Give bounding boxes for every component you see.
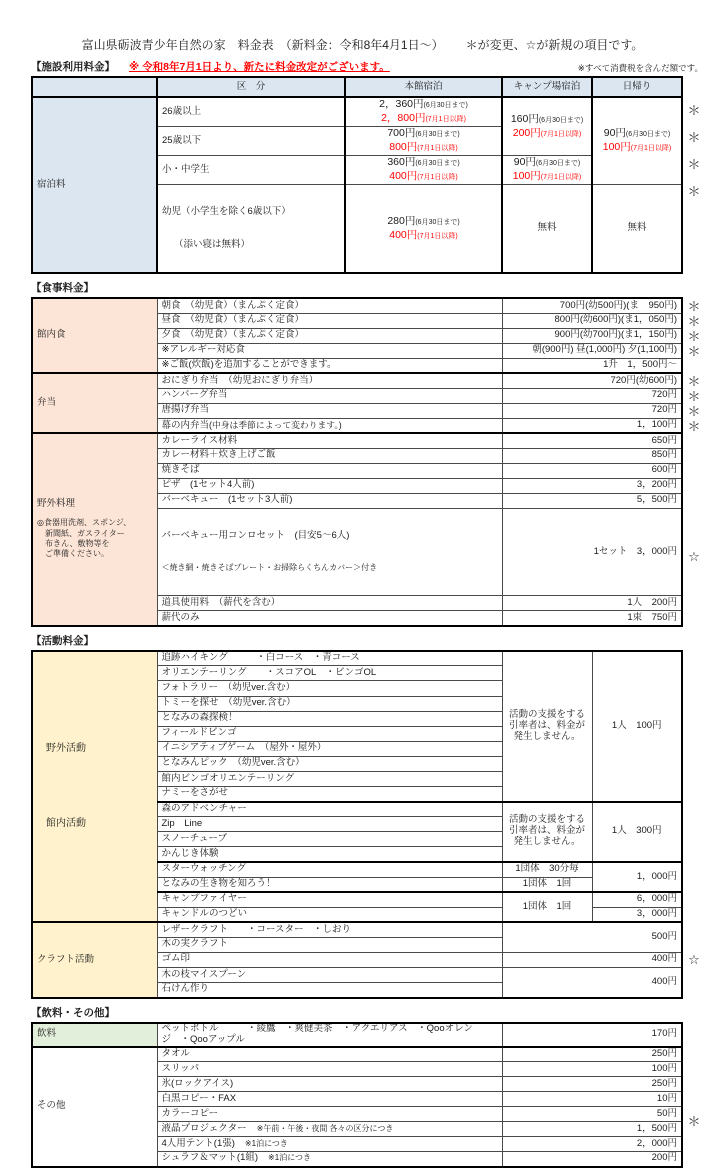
item-cell: 追跡ハイキング ・白コース ・青コース [157, 651, 502, 666]
item-cell: キャンプファイヤー [157, 892, 502, 907]
item-cell: フォトラリー （幼児ver.含む） [157, 681, 502, 696]
activities-heading: 【活動料金】 [31, 634, 94, 647]
price-cell: 1升 1，500円～ [502, 358, 682, 373]
item-cell: 森のアドベンチャー [157, 802, 502, 817]
activities-table-row [31, 650, 725, 999]
changed-mark: ＊ [687, 299, 701, 315]
price-cell: 720円(幼600円) [502, 373, 682, 388]
others-section-heading [31, 1005, 703, 1020]
table-row [32, 433, 682, 448]
item-cell: 薪代のみ [157, 611, 502, 626]
meals-table-row [31, 297, 725, 626]
price-after-period: (7月1日以降) [417, 174, 458, 181]
item-cell: スターウォッチング [157, 862, 502, 877]
meals-heading: 【食事料金】 [31, 282, 94, 295]
item-text: 4人用テント(1張) [161, 1137, 235, 1149]
category-cell-yagai [32, 433, 157, 625]
facility-revision-notice: ※ 令和8年7月1日より、新たに料金改定がございます。 [129, 61, 390, 73]
others-table [31, 1022, 683, 1168]
others-heading: 【飲料・その他】 [31, 1006, 115, 1019]
item-cell: ゴム印 [157, 952, 502, 967]
price-before: 280円 [387, 214, 416, 227]
item-cell: フィールドビンゴ [157, 726, 502, 741]
price-cell: 170円 [502, 1023, 682, 1047]
price-after: 100円 [602, 141, 631, 153]
price-after: 2，800円 [381, 112, 426, 124]
item-cell: ナミーをさがせ [157, 787, 502, 802]
price-cell-free: 無料 [592, 185, 682, 274]
table-row [32, 1047, 682, 1062]
price-cell: 3，000円 [592, 907, 682, 922]
item-cell: 焼きそば [157, 463, 502, 478]
item-cell: 白黒コピー・FAX [157, 1092, 502, 1107]
item-cell: かんじき体験 [157, 847, 502, 862]
activities-table [31, 650, 683, 999]
price-after-period: (7月1日以降) [540, 130, 582, 138]
changed-mark: ＊ [687, 314, 701, 330]
tax-note: ※すべて消費税を含んだ額です。 [577, 63, 703, 73]
item-cell [157, 1122, 502, 1137]
item-cell: タオル [157, 1047, 502, 1062]
item-cell: おにぎり弁当 （幼児おにぎり弁当） [157, 373, 502, 388]
price-cell: 200円 [502, 1152, 682, 1167]
item-note: ＜焼き網・焼きそばプレート・お掃除らくちんカバー＞付き [161, 563, 378, 573]
item-cell: イニシアティブゲーム （屋外・屋外） [157, 741, 502, 756]
price-cell [345, 185, 502, 274]
item-cell: カレーライス材料 [157, 433, 502, 448]
item-cell: 木の実クラフト [157, 937, 502, 952]
page-title [0, 36, 725, 53]
price-cell-camp-merged [502, 97, 592, 156]
price-after-period: (7月1日以降) [417, 145, 458, 152]
item-cell: 道具使用料 （薪代を含む） [157, 596, 502, 611]
changed-mark: ＊ [687, 344, 701, 360]
item-text: バーベキュー用コンロセット (目安5～6人) [161, 529, 350, 541]
price-cell: 5，500円 [502, 493, 682, 508]
new-mark: ☆ [688, 951, 700, 967]
price-cell-group1: 1人 100円 [592, 651, 682, 802]
changed-mark: ＊ [687, 389, 701, 405]
item-cell: Zip Line [157, 817, 502, 832]
item-cell: ハンバーグ弁当 [157, 388, 502, 403]
meals-table [31, 297, 683, 626]
category-cell-drink: 飲料 [32, 1023, 157, 1047]
price-before: 90円 [513, 156, 536, 168]
price-cell: 720円 [502, 388, 682, 403]
category-label: 野外料理 [37, 498, 76, 510]
page-title-legend: ＊が変更、☆が新規の項目です。 [465, 38, 644, 52]
item-cell: ペットボトル ・綾鷹 ・爽健美茶 ・アクエリアス ・Qooオレンジ ・Qooアップル [157, 1023, 502, 1047]
new-mark: ☆ [688, 549, 700, 565]
changed-mark: ＊ [687, 1113, 701, 1129]
price-cell: 850円 [502, 448, 682, 463]
row-label: 小・中学生 [157, 156, 345, 185]
category-cell-bento: 弁当 [32, 373, 157, 433]
price-cell: 1セット 3，000円 [502, 508, 682, 595]
change-marks [683, 76, 707, 208]
category-cell-lodging: 宿泊料 [32, 97, 157, 273]
price-cell: 1，100円 [502, 418, 682, 433]
price-after-period: (7月1日以降) [425, 116, 466, 123]
unit-cell: 1団体 30分毎 [502, 862, 592, 877]
item-cell: 朝食 （幼児食）（まんぷく定食） [157, 298, 502, 313]
table-row [32, 922, 682, 937]
changed-mark: ＊ [687, 419, 701, 435]
lodging-header-row [32, 77, 682, 97]
price-after: 100円 [512, 170, 541, 182]
changed-mark: ＊ [687, 329, 701, 345]
item-cell: トミーを探せ （幼児ver.含む） [157, 696, 502, 711]
unit-cell-merged: 1団体 1回 [502, 892, 592, 922]
price-cell: 6，000円 [592, 892, 682, 907]
category-label-outdoor: 野外活動 [46, 742, 86, 754]
price-cell: 720円 [502, 403, 682, 418]
category-cell-sonota: その他 [32, 1047, 157, 1167]
item-cell: ※アレルギー対応食 [157, 343, 502, 358]
change-marks [683, 1022, 707, 1161]
price-cell [345, 156, 502, 185]
item-note: ※1泊につき [268, 1153, 312, 1163]
price-after: 200円 [512, 126, 541, 139]
changed-mark: ＊ [687, 157, 701, 172]
item-cell: 館内ビンゴオリエンテーリング [157, 771, 502, 786]
item-cell [157, 418, 502, 433]
item-cell: オリエンテーリング ・スコアOL ・ビンゴOL [157, 666, 502, 681]
page-title-text: 富山県砺波青少年自然の家 料金表 （新料金：令和8年4月1日～） [81, 38, 444, 52]
price-after: 800円 [389, 141, 418, 153]
price-cell: 700円(幼500円)(ま 950円) [502, 298, 682, 313]
support-note-cell: 活動の支援をする 引率者は、料金が 発生しません。 [502, 802, 592, 862]
price-cell: 朝(900円) 昼(1,000円) 夕(1,100円) [502, 343, 682, 358]
price-cell-group2: 1人 300円 [592, 802, 682, 862]
item-text: 液晶プロジェクター [161, 1122, 247, 1134]
price-before: 2，360円 [379, 98, 424, 110]
change-marks [683, 297, 707, 567]
lodging-header-empty [32, 77, 157, 97]
item-cell: となみの生き物を知ろう！ [157, 877, 502, 892]
item-cell: キャンドルのつどい [157, 907, 502, 922]
others-table-row [31, 1022, 725, 1168]
item-cell: バーベキュー (1セット3人前) [157, 493, 502, 508]
item-text: 幕の内弁当 [161, 419, 210, 431]
price-cell [345, 97, 502, 127]
price-before-period: (6月30日まで) [415, 160, 460, 167]
price-before: 160円 [510, 112, 539, 125]
lodging-header-camp: キャンプ場宿泊 [502, 77, 592, 97]
lodging-header-kubun: 区 分 [157, 77, 345, 97]
price-cell-camp [502, 156, 592, 185]
meals-section-heading [31, 280, 703, 295]
facility-section-heading [31, 59, 703, 74]
price-before-period: (6月30日まで) [538, 116, 584, 124]
category-cell-activities [32, 651, 157, 922]
item-cell: ピザ (1セット4人前) [157, 478, 502, 493]
item-cell [157, 508, 502, 595]
price-cell: 2，000円 [502, 1137, 682, 1152]
price-cell: 650円 [502, 433, 682, 448]
price-before-period: (6月30日まで) [423, 102, 468, 109]
row-label [157, 185, 345, 274]
item-cell: 石けん作り [157, 983, 502, 998]
item-cell: となみの森探検！ [157, 711, 502, 726]
changed-mark: ＊ [687, 374, 701, 390]
category-cell-craft: クラフト活動 [32, 922, 157, 998]
change-marks [683, 650, 707, 999]
price-after-period: (7月1日以降) [630, 145, 672, 152]
price-cell: 400円 [502, 952, 682, 967]
price-cell: 3，200円 [502, 478, 682, 493]
lodging-header-dayuse: 日帰り [592, 77, 682, 97]
item-cell: レザークラフト ・コースター ・しおり [157, 922, 502, 937]
item-cell: ※ご飯(炊飯)を追加することができます。 [157, 358, 502, 373]
price-after-period: (7月1日以降) [417, 232, 458, 240]
price-cell: 600円 [502, 463, 682, 478]
price-cell: 900円(幼700円)(ま1，150円) [502, 328, 682, 343]
price-cell: 1，500円 [502, 1122, 682, 1137]
activities-section-heading [31, 633, 703, 648]
lodging-table-row [31, 76, 725, 274]
table-row [32, 1023, 682, 1047]
category-cell-kannai: 館内食 [32, 298, 157, 373]
price-cell: 10円 [502, 1092, 682, 1107]
item-cell: 唐揚げ弁当 [157, 403, 502, 418]
price-cell-merged: 400円 [502, 967, 682, 997]
changed-mark: ＊ [687, 404, 701, 420]
price-cell: 250円 [502, 1047, 682, 1062]
price-before-period: (6月30日まで) [625, 131, 671, 138]
item-cell: 夕食 （幼児食）（まんぷく定食） [157, 328, 502, 343]
table-row [32, 373, 682, 388]
price-cell: 50円 [502, 1107, 682, 1122]
price-cell-dayuse-merged [592, 97, 682, 185]
item-cell: 氷(ロックアイス) [157, 1077, 502, 1092]
price-after-period: (7月1日以降) [540, 174, 582, 181]
item-cell: となみんピック （幼児ver.含む） [157, 756, 502, 771]
price-before-period: (6月30日まで) [535, 160, 581, 167]
price-before: 700円 [387, 127, 416, 139]
changed-mark: ＊ [687, 130, 701, 145]
price-after: 400円 [389, 170, 418, 182]
facility-heading: 【施設利用料金】 [31, 61, 115, 73]
item-cell [157, 1152, 502, 1167]
changed-mark: ＊ [687, 103, 701, 118]
row-label-line2: （添い寝は無料） [174, 238, 251, 250]
category-note: ◎食器用洗剤、スポンジ、 新聞紙、ガスライター 布きん、敷物等を ご準備ください。 [37, 518, 132, 559]
item-cell: 木の枝マイスプーン [157, 967, 502, 982]
price-cell: 100円 [502, 1062, 682, 1077]
item-cell: カラーコピー [157, 1107, 502, 1122]
item-text: シュラフ＆マット(1組) [161, 1152, 259, 1164]
item-cell: カレー材料＋炊き上げご飯 [157, 448, 502, 463]
lodging-table [31, 76, 683, 274]
item-cell: スノーチューブ [157, 832, 502, 847]
lodging-header-honkan: 本館宿泊 [345, 77, 502, 97]
row-label: 25歳以下 [157, 127, 345, 156]
item-cell: 昼食 （幼児食）（まんぷく定食） [157, 313, 502, 328]
price-before-period: (6月30日まで) [415, 218, 460, 226]
item-note: (中身は季節によって変わります。) [209, 419, 342, 430]
unit-cell: 1団体 1回 [502, 877, 592, 892]
price-cell [345, 127, 502, 156]
price-after: 400円 [389, 228, 418, 241]
support-note-cell: 活動の支援をする 引率者は、料金が 発生しません。 [502, 651, 592, 802]
table-row [32, 651, 682, 666]
price-cell-merged: 1，000円 [592, 862, 682, 892]
price-cell: 800円(幼600円)(ま1，050円) [502, 313, 682, 328]
price-cell: 1束 750円 [502, 611, 682, 626]
item-note: ※1泊につき [244, 1138, 288, 1148]
row-label-line1: 幼児（小学生を除く6歳以下） [162, 205, 291, 217]
price-before-period: (6月30日まで) [415, 131, 460, 138]
price-before: 360円 [387, 156, 416, 168]
category-label-indoor: 館内活動 [46, 817, 86, 829]
price-cell: 1人 200円 [502, 596, 682, 611]
table-row [32, 298, 682, 313]
item-cell [157, 1137, 502, 1152]
price-before: 90円 [603, 127, 626, 139]
price-cell: 250円 [502, 1077, 682, 1092]
item-note: ※午前・午後・夜間 各々の区分につき [256, 1123, 394, 1133]
row-label: 26歳以上 [157, 97, 345, 127]
item-cell: スリッパ [157, 1062, 502, 1077]
changed-mark: ＊ [687, 184, 701, 199]
table-row [32, 97, 682, 127]
price-cell-free: 無料 [502, 185, 592, 274]
price-cell-merged: 500円 [502, 922, 682, 952]
